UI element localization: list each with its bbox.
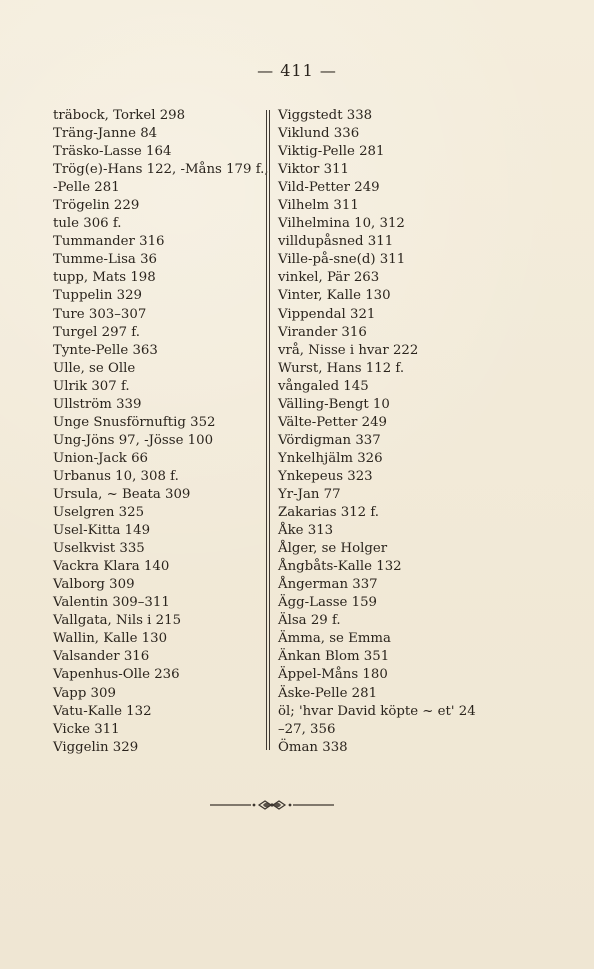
index-entry: Öman 338 — [278, 739, 348, 755]
index-entry: tule 306 f. — [53, 216, 122, 232]
index-entry: Änkan Blom 351 — [278, 649, 390, 665]
index-entry: Viktig-Pelle 281 — [278, 144, 385, 160]
index-entry: Uselgren 325 — [53, 505, 145, 521]
index-entry: Ålger, se Holger — [278, 541, 388, 557]
index-entry: Ynkelhjälm 326 — [278, 450, 383, 466]
index-entry: träbock, Torkel 298 — [53, 108, 186, 123]
index-entry: Virander 316 — [278, 324, 367, 340]
index-entry: Vild-Petter 249 — [278, 180, 380, 196]
index-entry: Uselkvist 335 — [53, 541, 145, 557]
index-entry: Zakarias 312 f. — [278, 505, 380, 521]
index-entry: Vackra Klara 140 — [53, 559, 170, 575]
index-entry: Ämma, se Emma — [278, 631, 391, 647]
index-entry: Vippendal 321 — [278, 306, 376, 322]
index-entry: Ångbåts-Kalle 132 — [278, 559, 402, 575]
index-entry: Träng-Janne 84 — [53, 126, 158, 142]
index-entry: Yr-Jan 77 — [278, 486, 341, 502]
right-index-column — [278, 107, 508, 757]
index-entry: Valborg 309 — [53, 577, 135, 593]
index-entry: Tummander 316 — [53, 234, 165, 250]
index-entry: Vallgata, Nils i 215 — [53, 613, 182, 629]
index-entry: Tuppelin 329 — [53, 288, 143, 304]
index-entry: öl; 'hvar David köpte ~ et' 24 — [278, 703, 476, 719]
decorative-ornament-icon — [210, 798, 334, 812]
index-entry: Trögelin 229 — [53, 198, 140, 214]
index-entry: Vicke 311 — [53, 721, 120, 737]
index-entry: vångaled 145 — [278, 378, 369, 394]
index-entry: Valsander 316 — [53, 649, 150, 665]
index-entry: Vördigman 337 — [278, 432, 381, 448]
index-entry: Usel-Kitta 149 — [53, 523, 151, 539]
index-entry: vrå, Nisse i hvar 222 — [278, 342, 419, 358]
index-entry: tupp, Mats 198 — [53, 270, 156, 286]
index-entry: -Pelle 281 — [53, 180, 120, 196]
index-entry: Ullström 339 — [53, 396, 142, 412]
index-entry: Unge Snusförnuftig 352 — [53, 414, 216, 430]
page-number: — 411 — — [257, 61, 337, 80]
index-entry: Ägg-Lasse 159 — [278, 595, 377, 611]
index-entry: Vapenhus-Olle 236 — [53, 667, 180, 683]
index-entry: Vilhelm 311 — [278, 198, 359, 214]
index-entry: Träsko-Lasse 164 — [53, 144, 172, 160]
index-entry: Ynkepeus 323 — [278, 468, 373, 484]
index-entry: Vapp 309 — [53, 685, 116, 701]
index-entry: Viggelin 329 — [53, 739, 139, 755]
index-entry: Tynte-Pelle 363 — [53, 342, 158, 358]
index-entry: Äske-Pelle 281 — [278, 685, 378, 701]
index-entry: Vinter, Kalle 130 — [278, 288, 391, 304]
index-entry: Äppel-Måns 180 — [278, 667, 388, 683]
index-entry: Ulrik 307 f. — [53, 378, 130, 394]
index-entry: Wurst, Hans 112 f. — [278, 360, 405, 376]
index-entry: Älsa 29 f. — [278, 613, 341, 629]
index-entry: villdupåsned 311 — [278, 234, 394, 250]
column-divider — [266, 110, 270, 750]
index-entry: Viggstedt 338 — [278, 108, 373, 123]
index-entry: Välling-Bengt 10 — [278, 396, 390, 412]
left-index-column — [53, 107, 269, 757]
index-entry: Ursula, ~ Beata 309 — [53, 486, 191, 502]
index-entry: Tumme-Lisa 36 — [53, 252, 157, 268]
index-entry: Trög(e)-Hans 122, -Måns 179 f., — [53, 162, 269, 178]
index-entry: Wallin, Kalle 130 — [53, 631, 168, 647]
index-entry: Union-Jack 66 — [53, 450, 148, 466]
index-entry: Urbanus 10, 308 f. — [53, 468, 179, 484]
index-entry: Välte-Petter 249 — [278, 414, 388, 430]
index-entry: Åke 313 — [278, 523, 334, 539]
index-entry: Ung-Jöns 97, -Jösse 100 — [53, 432, 214, 448]
index-entry: Turgel 297 f. — [53, 324, 140, 340]
index-entry: Viklund 336 — [278, 126, 360, 142]
index-entry: Vilhelmina 10, 312 — [278, 216, 405, 232]
index-entry: Vatu-Kalle 132 — [53, 703, 152, 719]
index-entry: Valentin 309–311 — [53, 595, 170, 611]
index-entry: Ulle, se Olle — [53, 360, 136, 376]
index-entry: Viktor 311 — [278, 162, 349, 178]
index-entry: –27, 356 — [278, 721, 336, 737]
index-entry: Ville-på-sne(d) 311 — [278, 252, 406, 268]
index-entry: Ture 303–307 — [53, 306, 147, 322]
index-entry: Ångerman 337 — [278, 577, 378, 593]
index-entry: vinkel, Pär 263 — [278, 270, 380, 286]
